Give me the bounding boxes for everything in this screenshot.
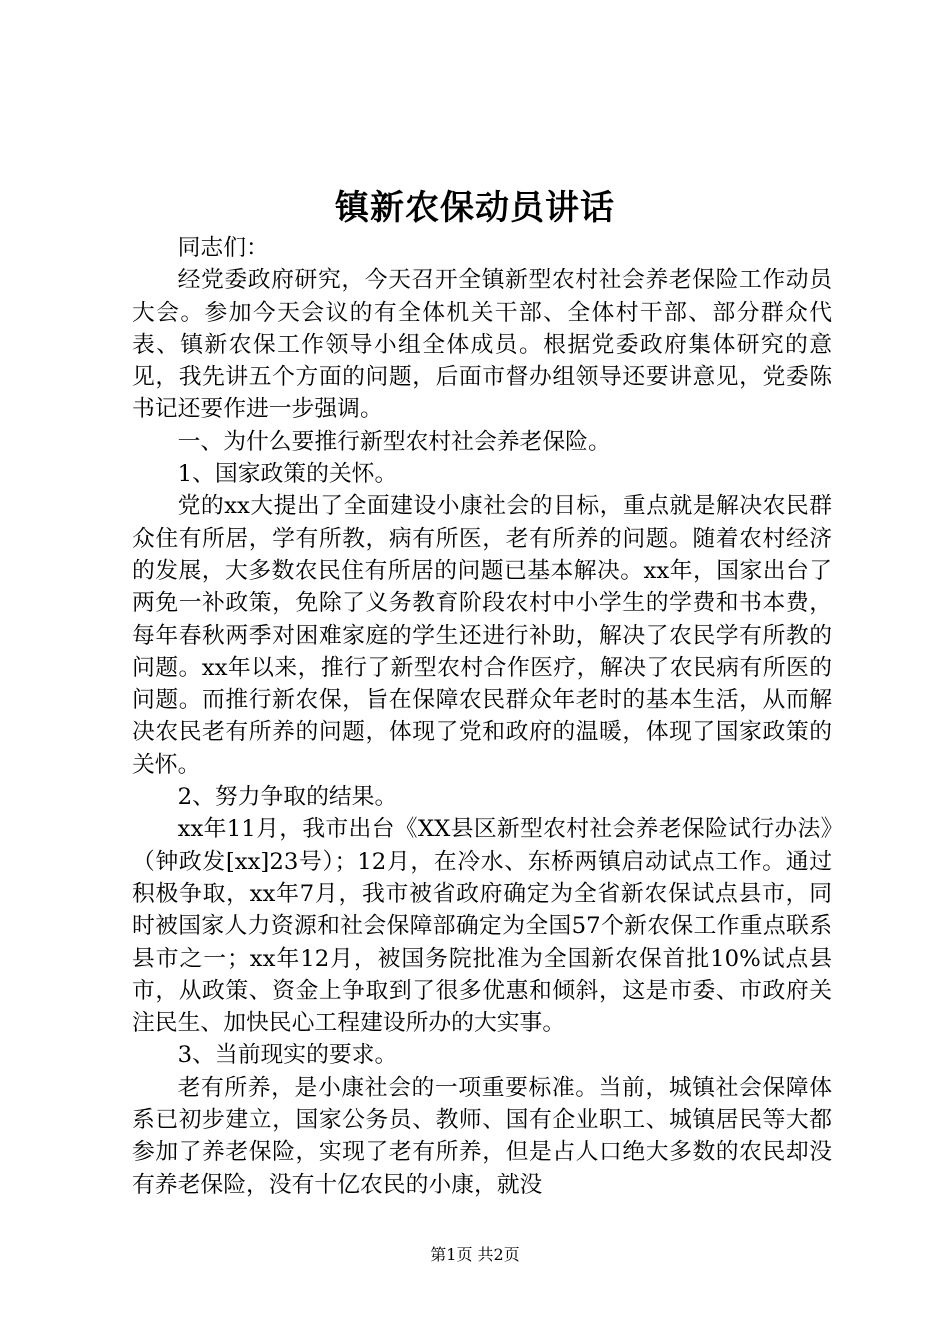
page-number-footer: 第1页 共2页 <box>430 1245 520 1264</box>
body-paragraph: xx年11月，我市出台《XX县区新型农村社会养老保险试行办法》（钟政发[xx]23号）；12月，在冷水、东桥两镇启动试点工作。通过积极争取，xx年7月，我市被省政府确定为全省新农保试点县市，同时被国家人力资源和社会保障部确定为全国57个新农保工作重点联系县市之一；xx年12月，被国务院批准为全国新农保首批10%试点县市，从政策、资金上争取到了很多优惠和倾斜，这是市委、市政府关注民生、加快民心工程建设所办的大实事。 <box>132 816 832 1037</box>
salutation-paragraph: 同志们： <box>177 235 269 261</box>
subsection-heading: 3、当前现实的要求。 <box>177 1042 398 1069</box>
body-paragraph: 党的xx大提出了全面建设小康社会的目标，重点就是解决农民群众住有所居，学有所教，病有所医，老有所养的问题。随着农村经济的发展，大多数农民住有所居的问题已基本解决。xx年，国家出台了两免一补政策，免除了义务教育阶段农村中小学生的学费和书本费，每年春秋两季对困难家庭的学生还进行补助，解决了农民学有所教的问题。xx年以来，推行了新型农村合作医疗，解决了农民病有所医的问题。而推行新农保，旨在保障农民群众年老时的基本生活，从而解决农民老有所养的问题，体现了党和政府的温暖，体现了国家政策的关怀。 <box>132 493 832 778</box>
body-paragraph: 经党委政府研究，今天召开全镇新型农村社会养老保险工作动员大会。参加今天会议的有全体机关干部、全体村干部、部分群众代表、镇新农保工作领导小组全体成员。根据党委政府集体研究的意见，我先讲五个方面的问题，后面市督办组领导还要讲意见，党委陈书记还要作进一步强调。 <box>132 267 832 423</box>
body-paragraph: 老有所养，是小康社会的一项重要标准。当前，城镇社会保障体系已初步建立，国家公务员、教师、国有企业职工、城镇居民等大都参加了养老保险，实现了老有所养，但是占人口绝大多数的农民却没有养老保险，没有十亿农民的小康，就没 <box>132 1074 832 1198</box>
subsection-heading: 2、努力争取的结果。 <box>177 784 398 811</box>
section-heading: 一、为什么要推行新型农村社会养老保险。 <box>177 428 611 455</box>
subsection-heading: 1、国家政策的关怀。 <box>177 461 398 488</box>
document-body <box>132 232 832 1201</box>
document-title: 镇新农保动员讲话 <box>335 188 615 228</box>
